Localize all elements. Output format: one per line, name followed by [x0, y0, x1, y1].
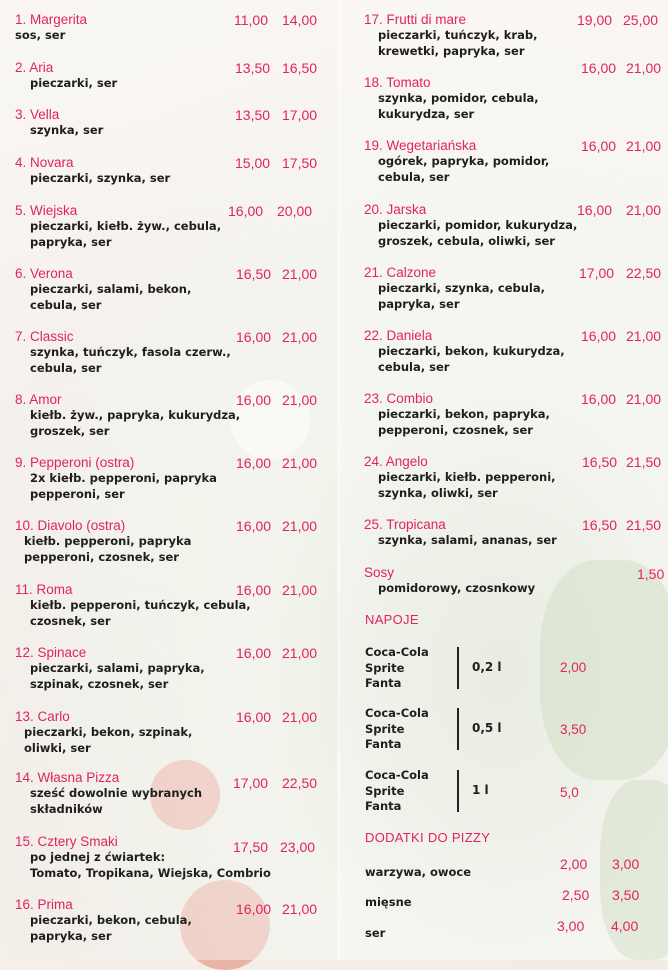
price-large: 21,00	[282, 392, 318, 408]
drink-name: Fanta	[365, 676, 402, 690]
menu-column-left	[0, 0, 337, 960]
menu-item	[0, 392, 337, 439]
item-desc: papryka, ser	[30, 928, 112, 943]
price-large: 17,00	[282, 107, 318, 123]
item-desc: Tomato, Tropikana, Wiejska, Combrio	[30, 865, 271, 880]
drink-name: Fanta	[365, 737, 402, 751]
item-desc: groszek, cebula, oliwki, ser	[378, 233, 555, 248]
item-desc: składników	[30, 801, 103, 816]
item-desc: pieczarki, kiełb. pepperoni,	[378, 470, 556, 484]
menu-item	[341, 328, 668, 375]
item-name: 3. Vella	[15, 107, 60, 122]
price-small: 16,00	[236, 709, 272, 725]
item-name: 19. Wegetariańska	[364, 138, 477, 153]
drink-separator	[457, 647, 459, 689]
item-name: 25. Tropicana	[364, 517, 446, 532]
menu-item	[0, 645, 337, 692]
item-desc: cebula, ser	[30, 360, 102, 375]
addon-price-large: 3,50	[612, 887, 640, 903]
drink-name: Coca-Cola	[365, 706, 429, 720]
item-name: 11. Roma	[15, 582, 73, 597]
menu-item	[0, 897, 337, 944]
price-large: 21,00	[282, 901, 318, 917]
price-large: 21,00	[282, 645, 318, 661]
sauces-row	[341, 565, 668, 597]
menu-item	[0, 582, 337, 629]
item-desc: cebula, ser	[378, 359, 450, 374]
item-name: 1. Margerita	[15, 12, 88, 27]
price-small: 15,00	[235, 155, 271, 171]
item-desc: pieczarki, szynka, cebula,	[378, 281, 545, 295]
price-large: 21,00	[282, 582, 318, 598]
menu-item	[341, 391, 668, 438]
price-small: 16,00	[236, 645, 272, 661]
price-large: 20,00	[277, 203, 313, 219]
item-name: 6. Verona	[15, 266, 73, 281]
price-large: 21,00	[282, 455, 318, 471]
item-desc: szynka, ser	[30, 123, 104, 137]
price-large: 21,00	[626, 328, 662, 344]
price-small: 16,50	[582, 517, 618, 533]
drinks-section-title: NAPOJE	[365, 612, 419, 627]
menu-item	[341, 12, 668, 59]
price-small: 13,50	[235, 107, 271, 123]
drink-name: Sprite	[365, 721, 405, 736]
item-desc: pieczarki, bekon, kukurydza,	[378, 344, 565, 358]
price-large: 21,00	[626, 60, 662, 76]
price-large: 21,50	[626, 517, 662, 533]
drink-name: Fanta	[365, 799, 402, 813]
menu-item	[0, 709, 337, 756]
menu-item	[0, 107, 337, 139]
price-small: 17,00	[579, 265, 615, 281]
item-name: 18. Tomato	[364, 75, 431, 90]
item-desc: pieczarki, szynka, ser	[30, 171, 171, 185]
price-large: 16,50	[282, 60, 318, 76]
menu-item	[0, 266, 337, 313]
price-small: 16,50	[582, 454, 618, 470]
price-large: 21,00	[626, 138, 662, 154]
item-name: 24. Angelo	[364, 454, 428, 469]
price-large: 22,50	[626, 265, 662, 281]
price-small: 16,00	[236, 455, 272, 471]
item-name: 2. Aria	[15, 60, 54, 75]
item-desc: pieczarki, salami, bekon,	[30, 282, 192, 296]
price-small: 13,50	[235, 60, 271, 76]
price-large: 21,00	[282, 266, 318, 282]
menu-item	[0, 203, 337, 250]
menu-item	[0, 12, 337, 44]
item-desc: pieczarki, ser	[30, 76, 118, 90]
price-small: 17,50	[233, 839, 269, 855]
price-large: 25,00	[623, 12, 659, 28]
item-desc: pepperoni, czosnek, ser	[378, 422, 533, 437]
price-large: 17,50	[282, 155, 318, 171]
price-small: 16,00	[236, 901, 272, 917]
item-name: 9. Pepperoni (ostra)	[15, 455, 135, 470]
sauces-desc: pomidorowy, czosnkowy	[378, 581, 536, 595]
item-name: 14. Własna Pizza	[15, 770, 120, 785]
item-desc: 2x kiełb. pepperoni, papryka	[30, 471, 217, 485]
item-desc: sześć dowolnie wybranych	[30, 786, 203, 800]
price-small: 19,00	[577, 12, 613, 28]
item-desc: pieczarki, pomidor, kukurydza,	[378, 218, 578, 232]
item-desc: szynka, tuńczyk, fasola czerw.,	[30, 345, 231, 359]
item-name: 8. Amor	[15, 392, 62, 407]
item-desc: szpinak, czosnek, ser	[30, 676, 169, 691]
drink-name: Sprite	[365, 783, 405, 798]
item-name: 23. Combio	[364, 391, 434, 406]
item-name: 22. Daniela	[364, 328, 433, 343]
price-large: 21,00	[282, 329, 318, 345]
price-small: 11,00	[234, 12, 268, 28]
item-desc: cebula, ser	[378, 169, 450, 184]
menu-item	[341, 517, 668, 549]
menu-item	[0, 155, 337, 187]
item-desc: kiełb. żyw., papryka, kukurydza,	[30, 408, 241, 422]
menu-item	[341, 454, 668, 501]
menu-item	[0, 60, 337, 92]
menu-item	[341, 265, 668, 312]
item-desc: pieczarki, kiełb. żyw., cebula,	[30, 219, 222, 233]
item-desc: papryka, ser	[378, 296, 460, 311]
drink-separator	[457, 708, 459, 750]
drink-price: 3,50	[560, 722, 587, 737]
item-desc: krewetki, papryka, ser	[378, 43, 525, 58]
item-name: 15. Cztery Smaki	[15, 834, 118, 849]
item-desc: pepperoni, czosnek, ser	[24, 549, 179, 564]
price-small: 16,00	[581, 391, 617, 407]
menu-item	[0, 518, 337, 565]
drink-name: Coca-Cola	[365, 645, 429, 659]
price-large: 21,00	[282, 709, 318, 725]
item-desc: papryka, ser	[30, 234, 112, 249]
addon-price-large: 3,00	[612, 856, 640, 872]
price-small: 16,00	[236, 392, 272, 408]
price-large: 14,00	[282, 12, 318, 28]
price-large: 21,00	[626, 391, 662, 407]
item-name: 16. Prima	[15, 897, 73, 912]
price-small: 16,00	[236, 582, 272, 598]
price-small: 16,00	[228, 203, 264, 219]
price-large: 21,00	[626, 202, 662, 218]
price-small: 16,00	[581, 328, 617, 344]
drink-size: 0,2 l	[472, 660, 502, 674]
addons-section-title: DODATKI DO PIZZY	[365, 830, 491, 845]
addon-label: ser	[365, 926, 386, 940]
price-small: 16,00	[581, 60, 617, 76]
price-large: 21,00	[282, 518, 318, 534]
addon-price-small: 3,00	[557, 918, 585, 934]
menu-item	[341, 138, 668, 185]
price-small: 16,00	[581, 138, 617, 154]
price-large: 23,00	[280, 839, 316, 855]
item-desc: kiełb. pepperoni, papryka	[24, 534, 192, 548]
menu-item	[341, 202, 668, 249]
item-desc: pepperoni, ser	[30, 486, 125, 501]
addon-price-large: 4,00	[611, 918, 639, 934]
menu-item	[0, 770, 337, 817]
drink-price: 5,0	[560, 785, 579, 800]
item-name: 7. Classic	[15, 329, 74, 344]
item-desc: pieczarki, bekon, cebula,	[30, 913, 192, 927]
drink-names	[365, 706, 429, 753]
item-desc: kiełb. pepperoni, tuńczyk, cebula,	[30, 598, 251, 612]
item-desc: oliwki, ser	[24, 740, 91, 755]
item-desc: pieczarki, bekon, szpinak,	[24, 725, 193, 739]
price-small: 17,00	[233, 775, 269, 791]
item-desc: szynka, pomidor, cebula,	[378, 91, 539, 105]
drink-separator	[457, 770, 459, 812]
item-name: 21. Calzone	[364, 265, 437, 280]
item-desc: ogórek, papryka, pomidor,	[378, 154, 550, 168]
drink-name: Coca-Cola	[365, 768, 429, 782]
item-desc: pieczarki, bekon, papryka,	[378, 407, 550, 421]
item-name: 12. Spinace	[15, 645, 87, 660]
item-desc: szynka, oliwki, ser	[378, 485, 498, 500]
drink-size: 1 l	[472, 783, 489, 797]
sauces-price: 1,50	[637, 566, 665, 582]
menu-item	[0, 329, 337, 376]
item-name: 5. Wiejska	[15, 203, 78, 218]
item-desc: po jednej z ćwiartek:	[30, 850, 166, 864]
item-desc: sos, ser	[15, 28, 66, 42]
price-large: 22,50	[282, 775, 318, 791]
addon-label: warzywa, owoce	[365, 865, 472, 879]
item-name: 17. Frutti di mare	[364, 12, 467, 27]
menu-column-right	[341, 0, 668, 960]
addon-label: mięsne	[365, 895, 412, 909]
item-desc: cebula, ser	[30, 297, 102, 312]
sauces-title: Sosy	[364, 565, 395, 580]
drink-names	[365, 645, 429, 692]
item-desc: pieczarki, tuńczyk, krab,	[378, 28, 538, 42]
addon-price-small: 2,00	[560, 856, 588, 872]
item-desc: czosnek, ser	[30, 613, 111, 628]
addon-price-small: 2,50	[562, 887, 590, 903]
drink-names	[365, 768, 429, 815]
item-desc: groszek, ser	[30, 423, 110, 438]
drink-price: 2,00	[560, 660, 587, 675]
price-small: 16,00	[577, 202, 613, 218]
drink-name: Sprite	[365, 660, 405, 675]
item-desc: kukurydza, ser	[378, 106, 475, 121]
item-name: 10. Diavolo (ostra)	[15, 518, 126, 533]
menu-item	[0, 455, 337, 502]
item-name: 13. Carlo	[15, 709, 70, 724]
price-large: 21,50	[626, 454, 662, 470]
item-desc: szynka, salami, ananas, ser	[378, 533, 557, 547]
drink-size: 0,5 l	[472, 721, 502, 735]
price-small: 16,00	[236, 518, 272, 534]
item-name: 20. Jarska	[364, 202, 427, 217]
item-desc: pieczarki, salami, papryka,	[30, 661, 205, 675]
item-name: 4. Novara	[15, 155, 74, 170]
menu-item	[341, 60, 668, 122]
price-small: 16,50	[236, 266, 272, 282]
price-small: 16,00	[236, 329, 272, 345]
menu-item	[0, 834, 337, 881]
